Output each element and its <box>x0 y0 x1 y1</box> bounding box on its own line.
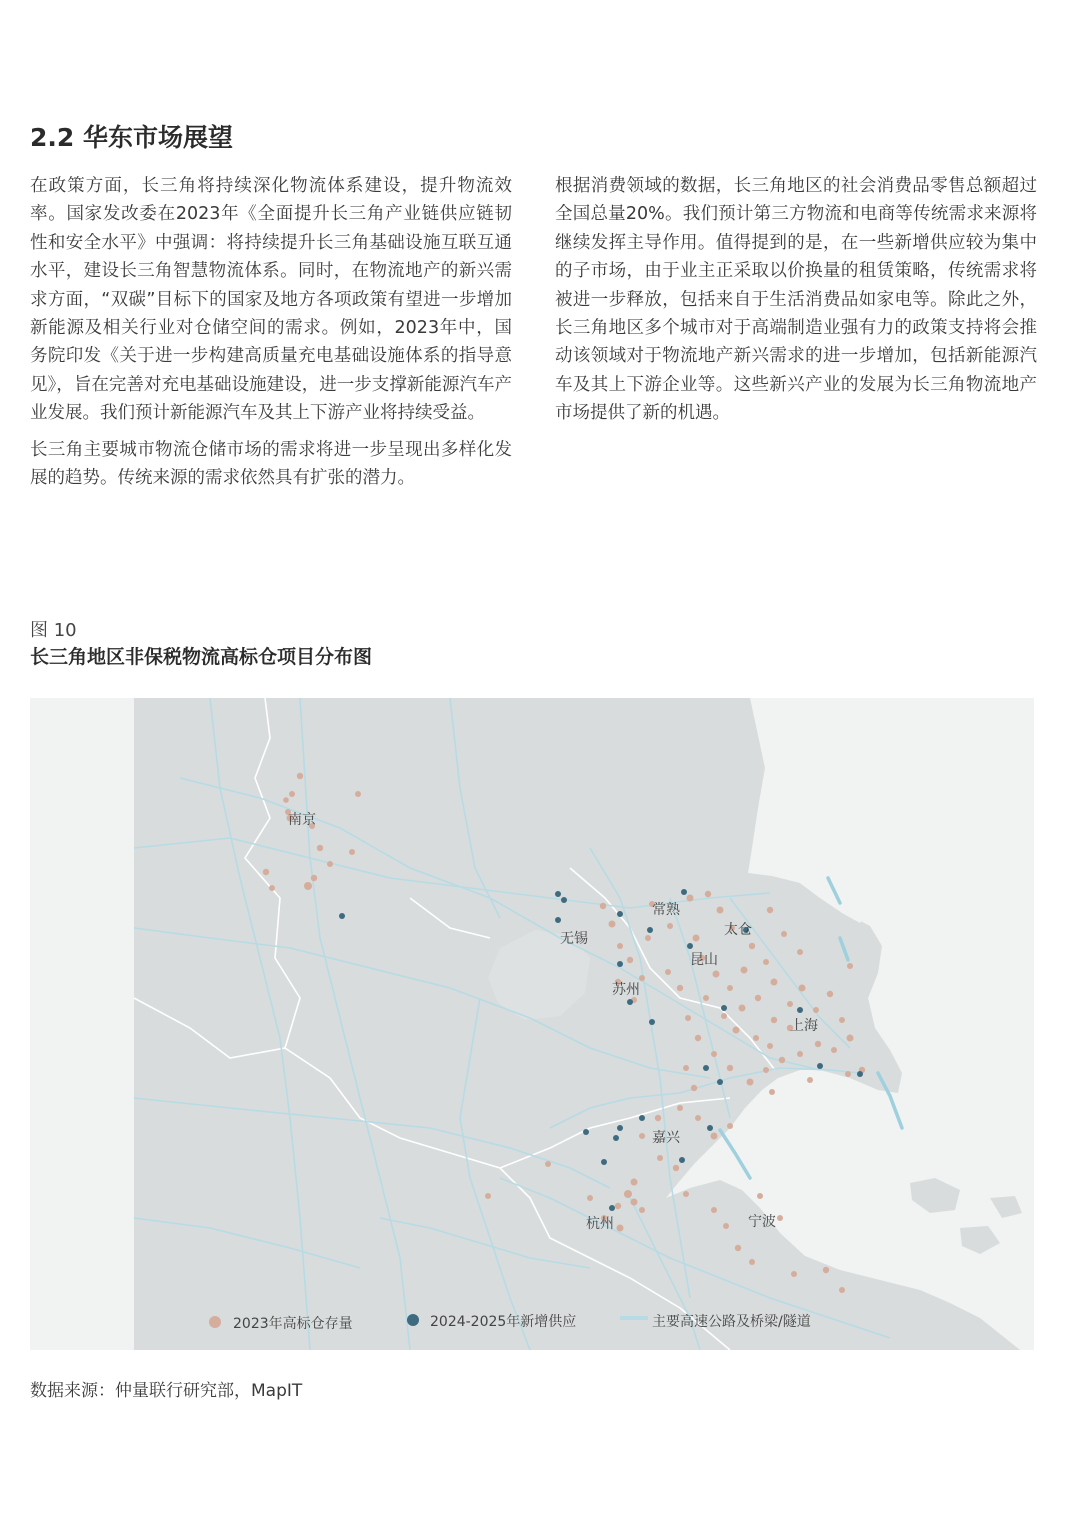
distribution-map <box>30 698 1034 1350</box>
right-paragraph-1: 根据消费领域的数据，长三角地区的社会消费品零售总额超过全国总量20%。我们预计第三方物流和电商等传统需求来源将继续发挥主导作用。值得提到的是，在一些新增供应较为集中的子市场，由于业主正采取以价换量的租赁策略，传统需求将被进一步释放，包括来自于生活消费品如家电等。除此之外，长三角地区多个城市对于高端制造业强有力的政策支持将会推动该领域对于物流地产新兴需求的进一步增加，包括新能源汽车及其上下游企业等。这些新兴产业的发展为长三角物流地产市场提供了新的机遇。 <box>555 176 1037 424</box>
data-source: 数据来源：仲量联行研究部，MapIT <box>30 1381 303 1401</box>
city-label-shanghai: 上海 <box>790 1018 818 1034</box>
section-title: 2.2 华东市场展望 <box>30 123 233 152</box>
island-3 <box>990 1196 1022 1218</box>
legend-highways-label: 主要高速公路及桥梁/隧道 <box>652 1314 811 1330</box>
right-column <box>555 172 1037 436</box>
legend <box>209 1313 811 1332</box>
city-label-taicang: 太仓 <box>724 922 752 938</box>
city-label-wuxi: 无锡 <box>560 931 588 947</box>
city-label-kunshan: 昆山 <box>690 952 718 968</box>
city-label-hangzhou: 杭州 <box>586 1216 614 1232</box>
legend-highways-swatch <box>620 1316 648 1320</box>
legend-new-supply-swatch <box>407 1314 419 1326</box>
left-paragraph-1: 在政策方面，长三角将持续深化物流体系建设，提升物流效率。国家发改委在2023年《全面提升长三角产业链供应链韧性和安全水平》中强调：将持续提升长三角基础设施互联互通水平，建设长三角智慧物流体系。同时，在物流地产的新兴需求方面，“双碳”目标下的国家及地方各项政策有望进一步增加新能源及相关行业对仓储空间的需求。例如，2023年中，国务院印发《关于进一步构建高质量充电基础设施体系的指导意见》，旨在完善对充电基础设施建设，进一步支撑新能源汽车产业发展。我们预计新能源汽车及其上下游产业将持续受益。 <box>30 176 512 424</box>
city-label-nanjing: 南京 <box>288 812 316 828</box>
city-label-jiaxing: 嘉兴 <box>652 1130 680 1146</box>
city-label-ningbo: 宁波 <box>748 1214 776 1230</box>
island-2 <box>960 1226 1000 1254</box>
map-svg <box>30 698 1034 1350</box>
legend-new-supply-label: 2024-2025年新增供应 <box>430 1314 577 1330</box>
legend-existing-label: 2023年高标仓存量 <box>233 1316 353 1332</box>
left-column <box>30 172 512 500</box>
city-label-changshu: 常熟 <box>652 902 680 918</box>
figure-label: 图 10 <box>30 620 77 641</box>
island-1 <box>910 1178 960 1213</box>
figure-title: 长三角地区非保税物流高标仓项目分布图 <box>30 646 373 668</box>
legend-existing-swatch <box>209 1316 221 1328</box>
left-paragraph-2: 长三角主要城市物流仓储市场的需求将进一步呈现出多样化发展的趋势。传统来源的需求依然具有扩张的潜力。 <box>30 439 512 489</box>
city-label-suzhou: 苏州 <box>612 982 640 998</box>
